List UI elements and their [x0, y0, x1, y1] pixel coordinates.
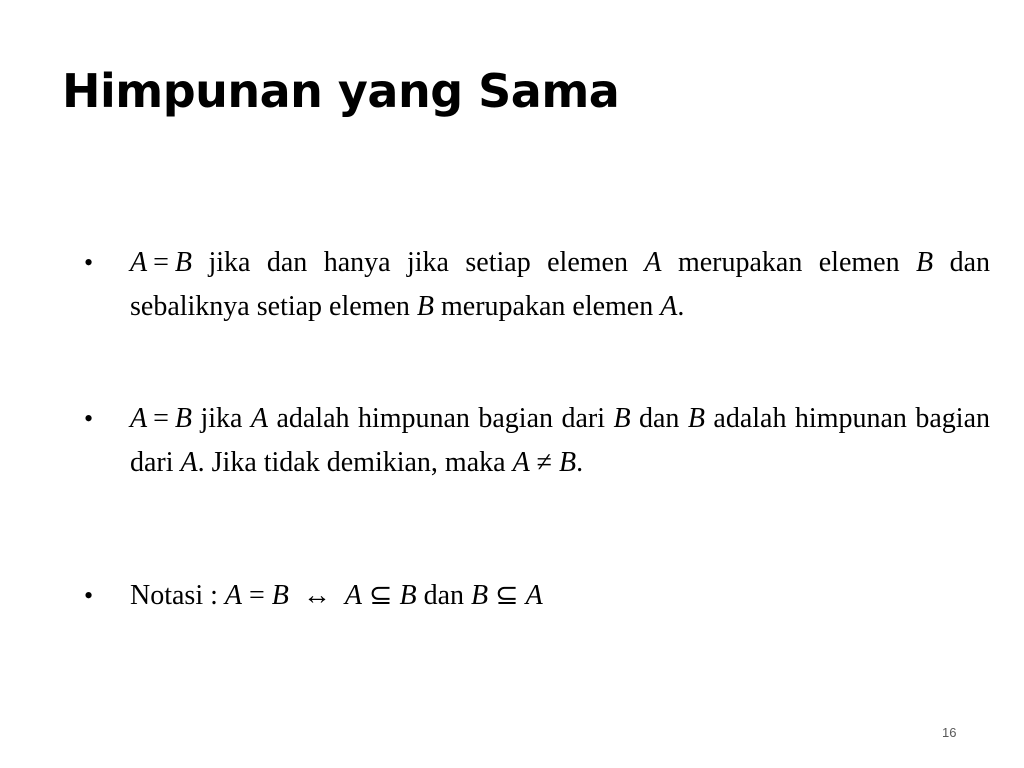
- text-run: merupakan elemen: [661, 247, 917, 278]
- text-run: dan: [416, 580, 472, 611]
- bullet-item-notation: [84, 574, 990, 618]
- text-run: .: [576, 447, 584, 478]
- text-run: dan sebaliknya setiap elemen: [130, 247, 990, 322]
- bullet-text: [130, 241, 990, 329]
- bullet-icon: •: [84, 404, 94, 433]
- math-var: A: [180, 447, 198, 478]
- math-var: B: [613, 403, 631, 434]
- text-run: jika: [192, 403, 251, 434]
- iff-arrow: ↔: [288, 580, 345, 611]
- text-run: dan: [630, 403, 688, 434]
- math-var: A: [644, 247, 662, 278]
- math-var: B: [471, 580, 489, 611]
- math-operator: =: [153, 247, 169, 278]
- math-var: A: [224, 580, 242, 611]
- math-var: A: [130, 403, 148, 434]
- math-var: B: [559, 447, 577, 478]
- text-run: Notasi :: [130, 580, 225, 611]
- math-var: A: [512, 447, 530, 478]
- subset-symbol: ⊆: [362, 580, 400, 611]
- bullet-item-definition: [84, 241, 990, 329]
- text-run: merupakan elemen: [434, 291, 661, 322]
- math-var: A: [250, 403, 268, 434]
- math-var: B: [271, 580, 289, 611]
- bullet-item-subset: [84, 397, 990, 485]
- math-operator: ≠: [529, 447, 560, 478]
- subset-symbol: ⊆: [488, 580, 526, 611]
- math-operator: =: [242, 580, 272, 611]
- math-operator: =: [153, 403, 169, 434]
- page-number: 16: [942, 725, 957, 740]
- math-var: B: [916, 247, 934, 278]
- math-var: A: [344, 580, 363, 611]
- bullet-icon: •: [84, 581, 94, 610]
- text-run: jika dan hanya jika setiap elemen: [192, 247, 645, 278]
- bullet-text: [130, 397, 990, 485]
- text-run: adalah himpunan bagian dari: [130, 403, 990, 478]
- math-var: A: [525, 580, 543, 611]
- bullet-text: [130, 574, 990, 618]
- text-run: adalah himpunan bagian dari: [268, 403, 614, 434]
- math-var: B: [174, 403, 193, 434]
- text-run: . Jika tidak demikian, maka: [197, 447, 513, 478]
- math-var: A: [660, 291, 678, 322]
- bullet-icon: •: [84, 248, 94, 277]
- math-var: B: [174, 247, 193, 278]
- math-var: B: [399, 580, 417, 611]
- math-var: A: [130, 247, 148, 278]
- math-var: B: [416, 291, 434, 322]
- math-var: B: [687, 403, 705, 434]
- slide-title: Himpunan yang Sama: [62, 64, 620, 118]
- text-run: .: [677, 291, 685, 322]
